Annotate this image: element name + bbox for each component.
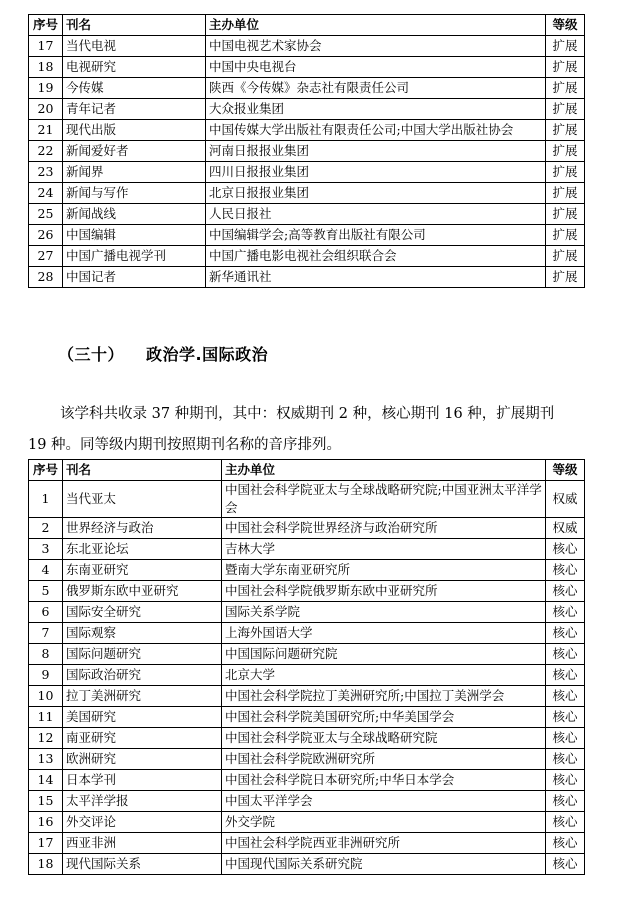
table-row	[29, 749, 585, 770]
cell-sponsor: 中国社会科学院日本研究所;中华日本学会	[222, 770, 546, 791]
cell-sponsor: 中国社会科学院世界经济与政治研究所	[222, 518, 546, 539]
cell-no: 13	[29, 749, 63, 770]
table-row	[29, 57, 585, 78]
cell-sponsor: 中国社会科学院拉丁美洲研究所;中国拉丁美洲学会	[222, 686, 546, 707]
cell-sponsor: 河南日报报业集团	[206, 141, 546, 162]
table-row	[29, 539, 585, 560]
cell-title: 西亚非洲	[63, 833, 222, 854]
cell-level: 扩展	[546, 246, 585, 267]
cell-level: 核心	[546, 665, 585, 686]
cell-title: 世界经济与政治	[63, 518, 222, 539]
header-no: 序号	[29, 15, 63, 36]
cell-no: 23	[29, 162, 63, 183]
table-row	[29, 36, 585, 57]
cell-level: 核心	[546, 602, 585, 623]
cell-sponsor: 中国太平洋学会	[222, 791, 546, 812]
cell-sponsor: 四川日报报业集团	[206, 162, 546, 183]
header-sponsor: 主办单位	[206, 15, 546, 36]
cell-sponsor: 中国社会科学院美国研究所;中华美国学会	[222, 707, 546, 728]
cell-title: 新闻战线	[63, 204, 206, 225]
cell-title: 国际政治研究	[63, 665, 222, 686]
cell-level: 扩展	[546, 267, 585, 288]
cell-no: 15	[29, 791, 63, 812]
cell-title: 当代亚太	[63, 481, 222, 518]
cell-no: 4	[29, 560, 63, 581]
table-row	[29, 602, 585, 623]
table-row	[29, 770, 585, 791]
cell-no: 17	[29, 833, 63, 854]
cell-sponsor: 中国国际问题研究院	[222, 644, 546, 665]
cell-no: 1	[29, 481, 63, 518]
cell-level: 扩展	[546, 57, 585, 78]
cell-title: 欧洲研究	[63, 749, 222, 770]
cell-sponsor: 吉林大学	[222, 539, 546, 560]
table-row	[29, 686, 585, 707]
table-row	[29, 518, 585, 539]
cell-title: 中国编辑	[63, 225, 206, 246]
header-title: 刊名	[63, 460, 222, 481]
cell-level: 扩展	[546, 99, 585, 120]
table-row	[29, 204, 585, 225]
table-row	[29, 141, 585, 162]
table-row	[29, 481, 585, 518]
cell-title: 外交评论	[63, 812, 222, 833]
cell-level: 核心	[546, 770, 585, 791]
cell-no: 21	[29, 120, 63, 141]
cell-title: 中国记者	[63, 267, 206, 288]
cell-sponsor: 中国中央电视台	[206, 57, 546, 78]
cell-title: 当代电视	[63, 36, 206, 57]
header-title: 刊名	[63, 15, 206, 36]
table-header-row	[29, 15, 585, 36]
cell-level: 扩展	[546, 204, 585, 225]
journal-table-bottom	[28, 459, 585, 875]
section-heading	[58, 342, 268, 365]
table-row	[29, 162, 585, 183]
cell-sponsor: 中国社会科学院亚太与全球战略研究院;中国亚洲太平洋学会	[222, 481, 546, 518]
cell-level: 核心	[546, 623, 585, 644]
cell-level: 扩展	[546, 183, 585, 204]
cell-sponsor: 中国传媒大学出版社有限责任公司;中国大学出版社协会	[206, 120, 546, 141]
cell-level: 核心	[546, 812, 585, 833]
cell-sponsor: 北京日报报业集团	[206, 183, 546, 204]
cell-level: 核心	[546, 707, 585, 728]
table-row	[29, 812, 585, 833]
header-no: 序号	[29, 460, 63, 481]
table-row	[29, 833, 585, 854]
cell-no: 9	[29, 665, 63, 686]
cell-level: 核心	[546, 560, 585, 581]
header-level: 等级	[546, 15, 585, 36]
cell-level: 核心	[546, 644, 585, 665]
cell-no: 27	[29, 246, 63, 267]
cell-title: 国际问题研究	[63, 644, 222, 665]
cell-title: 现代国际关系	[63, 854, 222, 875]
table-row	[29, 791, 585, 812]
cell-title: 美国研究	[63, 707, 222, 728]
header-level: 等级	[546, 460, 585, 481]
intro-paragraph-line-1: 该学科共收录 37 种期刊，其中：权威期刊 2 种，核心期刊 16 种，扩展期刊	[60, 406, 555, 422]
table-row	[29, 183, 585, 204]
cell-no: 26	[29, 225, 63, 246]
cell-sponsor: 暨南大学东南亚研究所	[222, 560, 546, 581]
cell-sponsor: 大众报业集团	[206, 99, 546, 120]
table-row	[29, 707, 585, 728]
cell-title: 新闻界	[63, 162, 206, 183]
cell-level: 核心	[546, 791, 585, 812]
table-header-row	[29, 460, 585, 481]
cell-level: 扩展	[546, 225, 585, 246]
table-row	[29, 246, 585, 267]
cell-no: 11	[29, 707, 63, 728]
cell-title: 太平洋学报	[63, 791, 222, 812]
table-row	[29, 225, 585, 246]
cell-title: 俄罗斯东欧中亚研究	[63, 581, 222, 602]
cell-sponsor: 中国社会科学院俄罗斯东欧中亚研究所	[222, 581, 546, 602]
cell-level: 扩展	[546, 162, 585, 183]
table-row	[29, 728, 585, 749]
cell-title: 新闻爱好者	[63, 141, 206, 162]
cell-no: 28	[29, 267, 63, 288]
table-row	[29, 623, 585, 644]
cell-no: 19	[29, 78, 63, 99]
cell-title: 日本学刊	[63, 770, 222, 791]
cell-sponsor: 外交学院	[222, 812, 546, 833]
cell-title: 现代出版	[63, 120, 206, 141]
cell-title: 中国广播电视学刊	[63, 246, 206, 267]
cell-sponsor: 新华通讯社	[206, 267, 546, 288]
cell-level: 核心	[546, 854, 585, 875]
header-sponsor: 主办单位	[222, 460, 546, 481]
cell-level: 扩展	[546, 78, 585, 99]
cell-no: 14	[29, 770, 63, 791]
cell-no: 18	[29, 854, 63, 875]
cell-sponsor: 中国社会科学院亚太与全球战略研究院	[222, 728, 546, 749]
table-row	[29, 267, 585, 288]
cell-no: 5	[29, 581, 63, 602]
cell-no: 17	[29, 36, 63, 57]
cell-title: 新闻与写作	[63, 183, 206, 204]
table-row	[29, 665, 585, 686]
cell-level: 扩展	[546, 141, 585, 162]
cell-sponsor: 人民日报社	[206, 204, 546, 225]
table-row	[29, 120, 585, 141]
cell-sponsor: 中国现代国际关系研究院	[222, 854, 546, 875]
cell-level: 权威	[546, 518, 585, 539]
cell-no: 24	[29, 183, 63, 204]
cell-sponsor: 国际关系学院	[222, 602, 546, 623]
section-number: （三十）	[58, 345, 125, 364]
cell-title: 东北亚论坛	[63, 539, 222, 560]
table-row	[29, 854, 585, 875]
cell-title: 电视研究	[63, 57, 206, 78]
cell-level: 核心	[546, 749, 585, 770]
cell-sponsor: 上海外国语大学	[222, 623, 546, 644]
cell-no: 12	[29, 728, 63, 749]
cell-no: 10	[29, 686, 63, 707]
cell-sponsor: 中国电视艺术家协会	[206, 36, 546, 57]
cell-no: 3	[29, 539, 63, 560]
cell-no: 6	[29, 602, 63, 623]
cell-no: 7	[29, 623, 63, 644]
intro-paragraph-line-2: 19 种。同等级内期刊按照期刊名称的音序排列。	[28, 437, 342, 453]
cell-title: 国际观察	[63, 623, 222, 644]
cell-level: 核心	[546, 581, 585, 602]
cell-level: 核心	[546, 728, 585, 749]
cell-title: 青年记者	[63, 99, 206, 120]
cell-sponsor: 陕西《今传媒》杂志社有限责任公司	[206, 78, 546, 99]
table-row	[29, 644, 585, 665]
cell-level: 权威	[546, 481, 585, 518]
cell-sponsor: 中国编辑学会;高等教育出版社有限公司	[206, 225, 546, 246]
cell-level: 核心	[546, 539, 585, 560]
cell-level: 扩展	[546, 120, 585, 141]
table-row	[29, 581, 585, 602]
cell-level: 核心	[546, 833, 585, 854]
cell-level: 核心	[546, 686, 585, 707]
cell-title: 南亚研究	[63, 728, 222, 749]
cell-no: 8	[29, 644, 63, 665]
cell-title: 国际安全研究	[63, 602, 222, 623]
cell-sponsor: 北京大学	[222, 665, 546, 686]
cell-level: 扩展	[546, 36, 585, 57]
table-row	[29, 560, 585, 581]
cell-sponsor: 中国社会科学院欧洲研究所	[222, 749, 546, 770]
cell-title: 今传媒	[63, 78, 206, 99]
cell-no: 2	[29, 518, 63, 539]
cell-no: 18	[29, 57, 63, 78]
table-row	[29, 78, 585, 99]
cell-no: 16	[29, 812, 63, 833]
journal-table-top	[28, 14, 585, 288]
cell-no: 25	[29, 204, 63, 225]
cell-title: 东南亚研究	[63, 560, 222, 581]
cell-title: 拉丁美洲研究	[63, 686, 222, 707]
cell-sponsor: 中国广播电影电视社会组织联合会	[206, 246, 546, 267]
cell-no: 22	[29, 141, 63, 162]
cell-sponsor: 中国社会科学院西亚非洲研究所	[222, 833, 546, 854]
cell-no: 20	[29, 99, 63, 120]
section-title: 政治学.国际政治	[146, 345, 269, 364]
table-row	[29, 99, 585, 120]
